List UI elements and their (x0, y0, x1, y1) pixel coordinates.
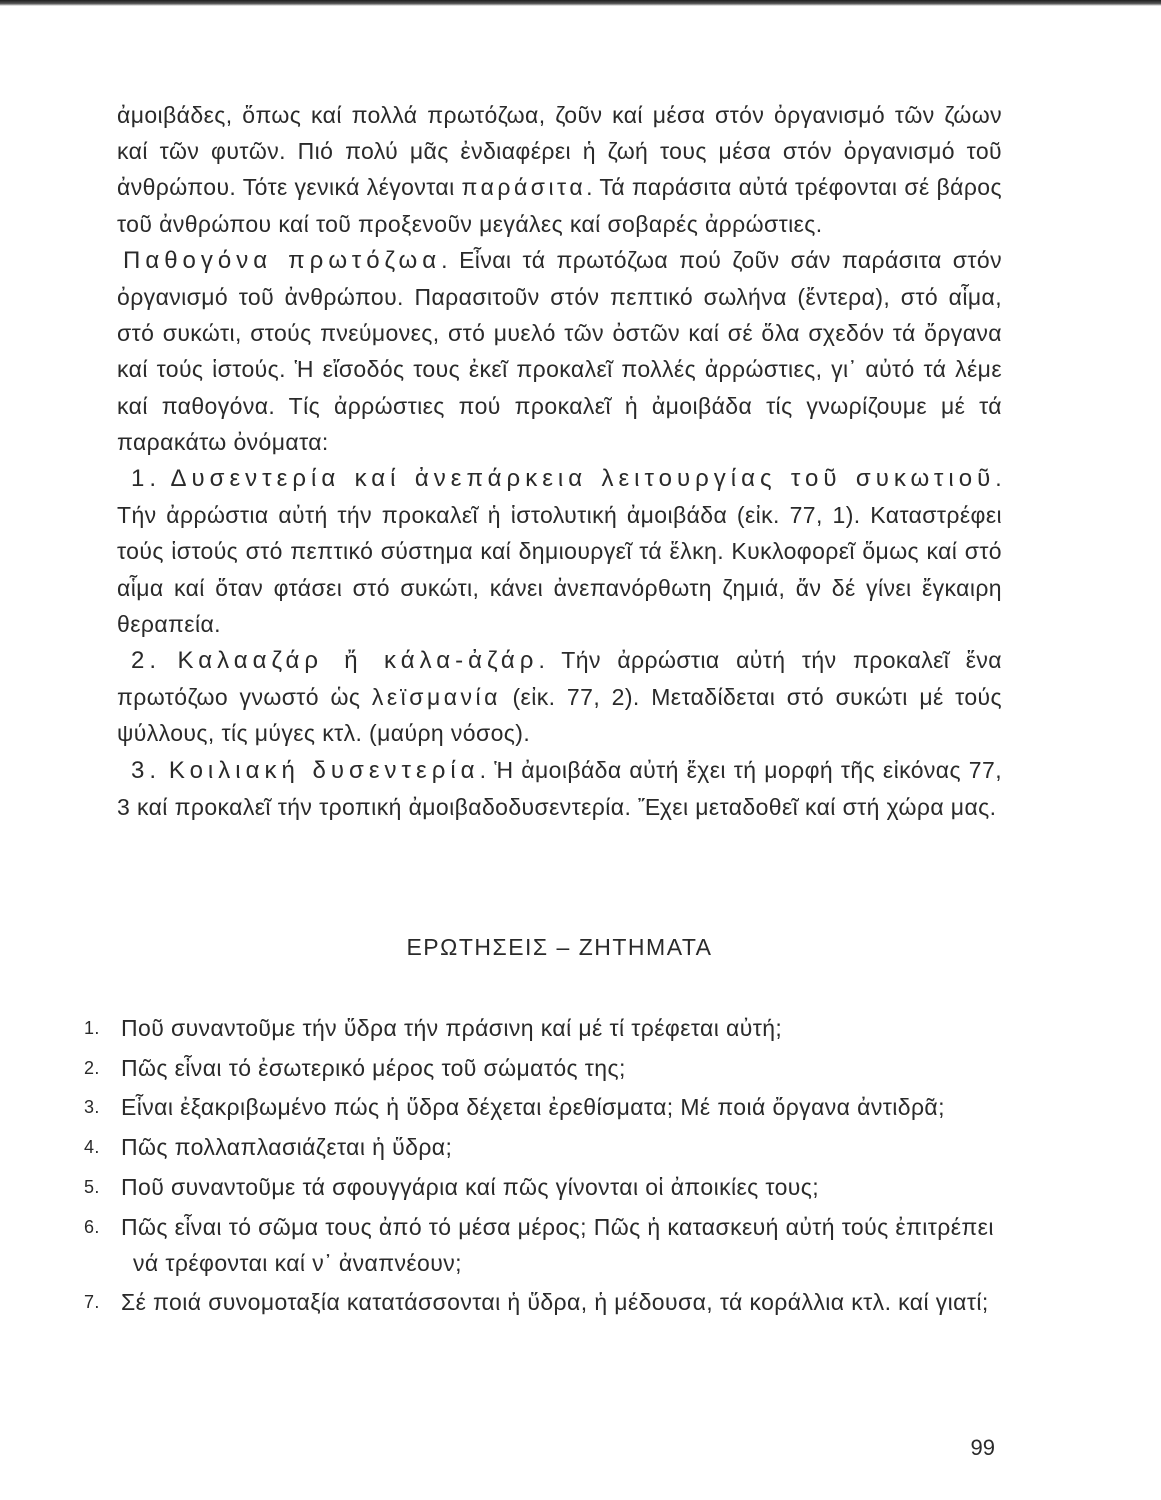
question-text: Πῶς πολλαπλασιάζεται ἡ ὕδρα; (121, 1134, 453, 1161)
disease-text-after: (εἰκ. 77, 2). Μεταδίδεται στό συκώτι μέ τούς ψύλλους, τίς μύγες κτλ. (μαύρη νόσος). (117, 684, 1002, 747)
disease-number: 2. (131, 647, 162, 675)
question-item (84, 1050, 1002, 1086)
intro-paragraph (117, 97, 1002, 242)
questions-list (84, 1010, 1002, 1324)
question-text: Σέ ποιά συνομοταξία κατατάσσονται ἡ ὕδρα, ἡ μέδουσα, τά κοράλλια κτλ. καί γιατί; (121, 1289, 989, 1316)
question-item (84, 1209, 1002, 1281)
page-top-edge (0, 0, 1161, 6)
pathogenic-paragraph (117, 242, 1002, 460)
question-number: 7. (84, 1292, 100, 1313)
disease-item-3 (117, 752, 1002, 825)
intro-continuation: . Τά παράσιτα αὐτά τρέφονται σέ βάρος τοῦ ἀνθρώπου καί τοῦ προξενοῦν μεγάλες καί σοβαρές ἀρρώστιες. (117, 174, 1002, 237)
intro-text: ἀμοιβάδες, ὅπως καί πολλά πρωτόζωα, ζοῦν καί μέσα στόν ὀργανισμό τῶν ζώων καί τῶν φυτῶν. Πιό πολύ μᾶς ἐνδιαφέρει ἡ ζωή τους μέσα στόν ὀργανισμό τοῦ ἀνθρώπου. Τότε γενικά λέγονται (117, 102, 1002, 201)
intro-term: παράσιτα (461, 174, 587, 201)
disease-heading: Καλααζάρ ἤ κάλα-ἀζάρ (177, 647, 539, 675)
question-number: 2. (84, 1057, 100, 1078)
disease-text: . Ἡ ἀμοιβάδα αὐτή ἔχει τή μορφή τῆς εἰκόνας 77, 3 καί προκαλεῖ τήν τροπική ἀμοιβαδοδυσεντερία. Ἔχει μεταδοθεῖ καί στή χώρα μας. (117, 756, 1002, 820)
disease-heading: Κοιλιακή δυσεντερία (168, 756, 480, 784)
disease-number: 1. (131, 465, 162, 493)
question-item (84, 1169, 1002, 1205)
question-item (84, 1010, 1002, 1046)
question-text: Πῶς εἶναι τό ἐσωτερικό μέρος τοῦ σώματός της; (121, 1054, 626, 1081)
question-item (84, 1129, 1002, 1165)
disease-number: 3. (131, 756, 162, 784)
question-number: 6. (84, 1216, 100, 1237)
page-number: 99 (970, 1435, 995, 1460)
disease-text: . Τήν ἀρρώστια αὐτή τήν προκαλεῖ ἡ ἱστολυτική ἀμοιβάδα (εἰκ. 77, 1). Καταστρέφει τούς ἱστούς στό πεπτικό σύστημα καί δημιουργεῖ τά ἕλκη. Κυκλοφορεῖ ὅμως καί στό αἷμα καί ὅταν φτάσει στό συκώτι, κάνει ἀνεπανόρθωτη ζημιά, ἄν δέ γίνει ἔγκαιρη θεραπεία. (117, 465, 1003, 637)
question-item (84, 1284, 1002, 1320)
pathogenic-heading: Παθογόνα πρωτόζωα (123, 246, 442, 274)
disease-item-1 (117, 460, 1002, 642)
disease-item-2 (117, 642, 1002, 752)
disease-text: . Τήν ἀρρώστια αὐτή τήν προκαλεῖ ἕνα πρωτόζωο γνωστό ὡς (117, 647, 1002, 711)
question-number: 4. (84, 1137, 100, 1158)
question-text: Ποῦ συναντοῦμε τήν ὕδρα τήν πράσινη καί μέ τί τρέφεται αὐτή; (121, 1015, 783, 1041)
section-title: ΕΡΩΤΗΣΕΙΣ – ΖΗΤΗΜΑΤΑ (406, 934, 713, 960)
question-number: 1. (84, 1018, 100, 1038)
question-text: Εἶναι ἐξακριβωμένο πώς ἡ ὕδρα δέχεται ἐρεθίσματα; Μέ ποιά ὄργανα ἀντιδρᾶ; (121, 1094, 945, 1121)
disease-term: λεϊσμανία (371, 684, 501, 711)
question-number: 5. (84, 1176, 100, 1197)
question-number: 3. (84, 1097, 100, 1118)
body-text (117, 97, 1002, 825)
pathogenic-text: . Εἶναι τά πρωτόζωα πού ζοῦν σάν παράσιτα στόν ὀργανισμό τοῦ ἀνθρώπου. Παρασιτοῦν στόν πεπτικό σωλήνα (ἔντερα), στό αἷμα, στό συκώτι, στούς πνεύμονες, στό μυελό τῶν ὀστῶν καί σέ ὅλα σχεδόν τά ὄργανα καί τούς ἱστούς. Ἡ εἴσοδός τους ἐκεῖ προκαλεῖ πολλές ἀρρώστιες, γι᾿ αὐτό τά λέμε καί παθογόνα. Τίς ἀρρώστιες πού προκαλεῖ ἡ ἀμοιβάδα τίς γνωρίζουμε μέ τά παρακάτω ὀνόματα: (117, 246, 1002, 455)
question-text: Πῶς εἶναι τό σῶμα τους ἀπό τό μέσα μέρος; Πῶς ἡ κατασκευή αὐτή τούς ἐπιτρέπει νά τρέφονται καί ν᾿ ἀναπνέουν; (121, 1213, 994, 1276)
question-item (84, 1089, 1002, 1125)
question-text: Ποῦ συναντοῦμε τά σφουγγάρια καί πῶς γίνονται οἱ ἀποικίες τους; (121, 1173, 820, 1200)
disease-heading: Δυσεντερία καί ἀνεπάρκεια λειτουργίας τοῦ συκωτιοῦ (170, 465, 996, 493)
